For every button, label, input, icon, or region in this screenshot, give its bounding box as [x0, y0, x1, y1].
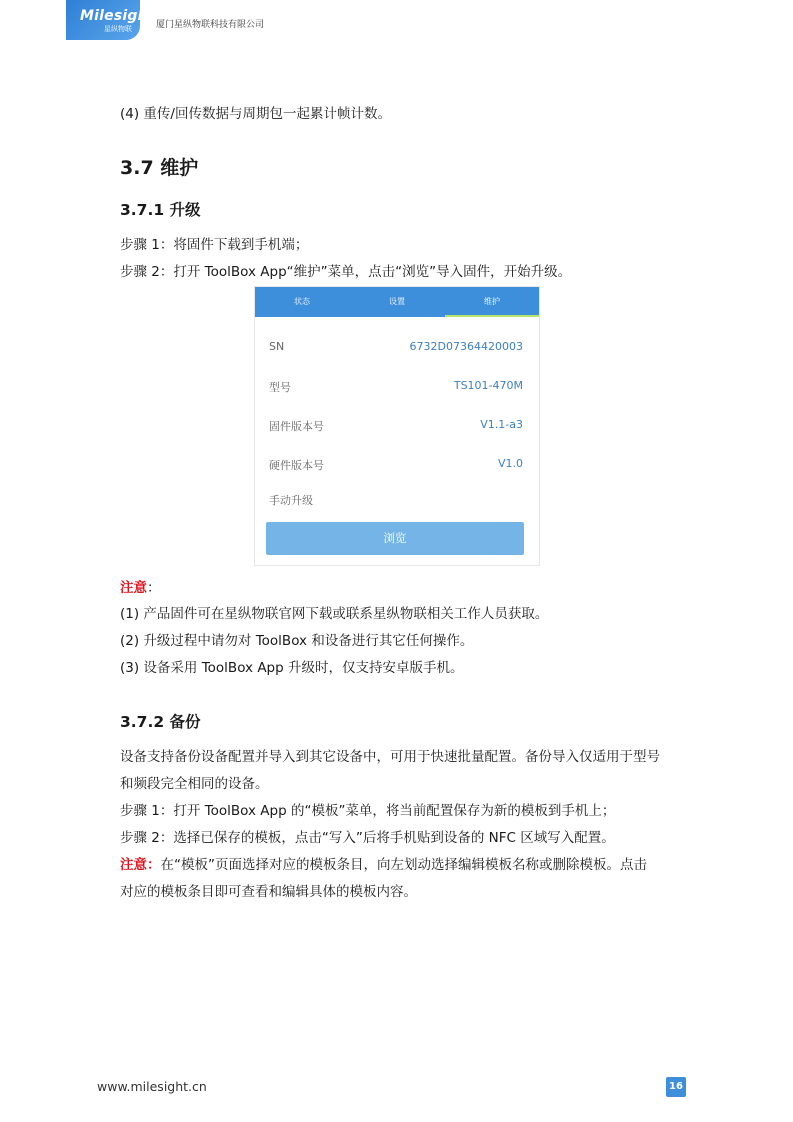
upgrade-note-heading — [120, 578, 161, 598]
company-logo — [66, 0, 155, 40]
firmware-version-label: 固件版本号 — [269, 420, 324, 433]
upgrade-note-3: (3) 设备采用 ToolBox App 升级时，仅支持安卓版手机。 — [120, 660, 464, 676]
app-screenshot — [254, 286, 540, 566]
backup-note-label: 注意： — [120, 857, 161, 873]
tab-settings[interactable]: 设置 — [389, 297, 405, 306]
backup-paragraph-line-2: 和频段完全相同的设备。 — [120, 776, 269, 792]
backup-step-1: 步骤 1：打开 ToolBox App 的“模板”菜单，将当前配置保存为新的模板到手机上； — [120, 803, 616, 819]
section-title: 3.7 维护 — [120, 157, 199, 179]
hardware-version-label: 硬件版本号 — [269, 459, 324, 472]
manual-upgrade-label: 手动升级 — [269, 494, 313, 507]
tab-maintenance[interactable]: 维护 — [445, 287, 539, 317]
backup-step-2: 步骤 2：选择已保存的模板，点击“写入”后将手机贴到设备的 NFC 区域写入配置。 — [120, 830, 615, 846]
backup-paragraph-line-1: 设备支持备份设备配置并导入到其它设备中，可用于快速批量配置。备份导入仅适用于型号 — [120, 749, 660, 765]
backup-title: 3.7.2 备份 — [120, 713, 201, 731]
upgrade-note-2: (2) 升级过程中请勿对 ToolBox 和设备进行其它任何操作。 — [120, 633, 474, 649]
tab-status[interactable]: 状态 — [294, 297, 310, 306]
logo-text: Milesight — [80, 8, 155, 24]
upgrade-step-1: 步骤 1：将固件下载到手机端； — [120, 237, 309, 253]
footer-url[interactable]: www.milesight.cn — [97, 1079, 207, 1094]
browse-button[interactable]: 浏览 — [266, 522, 524, 555]
intro-line: (4) 重传/回传数据与周期包一起累计帧计数。 — [120, 106, 391, 122]
backup-note-line-1 — [120, 855, 647, 875]
model-label: 型号 — [269, 381, 291, 394]
sn-value: 6732D07364420003 — [409, 340, 523, 353]
upgrade-note-colon: ： — [147, 580, 161, 596]
company-name: 厦门星纵物联科技有限公司 — [156, 20, 265, 30]
hardware-version-value: V1.0 — [497, 457, 523, 470]
logo-subtext: 星纵物联 — [104, 25, 132, 33]
upgrade-note-label: 注意 — [120, 580, 147, 596]
upgrade-step-2: 步骤 2：打开 ToolBox App“维护”菜单，点击“浏览”导入固件，开始升级。 — [120, 264, 572, 280]
firmware-version-value: V1.1-a3 — [480, 418, 523, 431]
page-number: 16 — [666, 1077, 686, 1097]
app-tab-bar — [255, 287, 539, 317]
model-value: TS101-470M — [453, 379, 523, 392]
sn-label: SN — [269, 340, 285, 353]
backup-note-text: 在“模板”页面选择对应的模板条目，向左划动选择编辑模板名称或删除模板。点击 — [160, 857, 647, 873]
upgrade-note-1: (1) 产品固件可在星纵物联官网下载或联系星纵物联相关工作人员获取。 — [120, 606, 549, 622]
backup-note-line-2: 对应的模板条目即可查看和编辑具体的模板内容。 — [120, 884, 417, 900]
upgrade-title: 3.7.1 升级 — [120, 201, 201, 219]
